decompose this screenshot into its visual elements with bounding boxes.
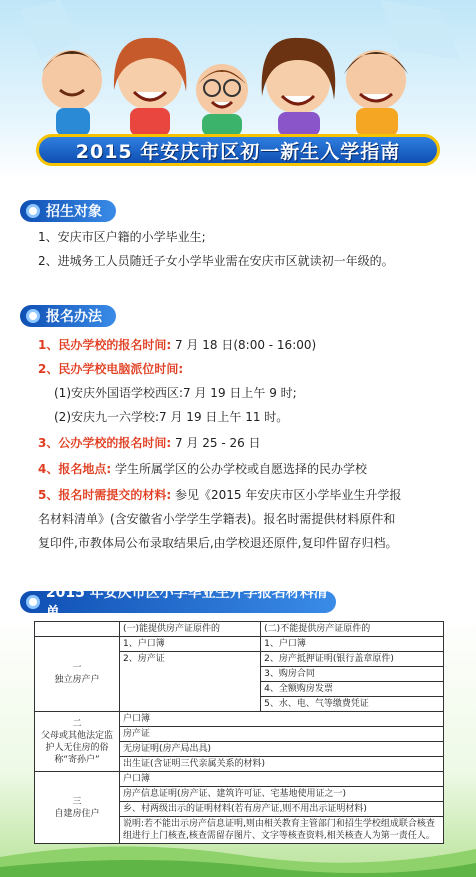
- bullet-icon: [26, 595, 40, 609]
- registration-item-2: 2、民办学校电脑派位时间:: [38, 362, 184, 376]
- table-header-row: [35, 622, 444, 637]
- table-note: 说明:若不能出示房产信息证明,则由相关教育主管部门和招生学校组成联合核查组进行上门核查,核查需留存图片、文字等核查资料,相关核查人为第一责任人。: [120, 817, 444, 844]
- registration-item-5-line-2: 名材料清单》(含安徽省小学学生学籍表)。报名时需提供材料原件和: [38, 512, 396, 526]
- registration-item-5-line-3: 复印件,市教体局公布录取结果后,由学校退还原件,复印件留存归档。: [38, 536, 398, 550]
- column-header-without-certificate: (二)不能提供房产证原件的: [261, 622, 444, 637]
- registration-item-2-sub-1: (1)安庆外国语学校西区:7 月 19 日上午 9 时;: [54, 386, 297, 400]
- page-title: 2015 年安庆市区初一新生入学指南: [75, 140, 401, 163]
- table-row: 4、全额购房发票: [35, 682, 444, 697]
- kid-4: [262, 38, 336, 136]
- kid-5: [344, 50, 408, 136]
- table-row: 二 父母或其他法定监护人无住房的俗称“寄孙户” 户口簿: [35, 712, 444, 727]
- table-corner-cell: [35, 622, 120, 637]
- registration-item-4: 4、报名地点: 学生所属学区的公办学校或自愿选择的民办学校: [38, 462, 367, 476]
- section-heading-materials-list: 2015 年安庆市区小学毕业生升学报名材料清单: [20, 591, 336, 613]
- page-title-banner: [36, 134, 440, 166]
- section-heading-registration: 报名办法: [20, 305, 116, 327]
- table-row: 房产证: [35, 727, 444, 742]
- grass-decoration: [0, 827, 476, 877]
- table-row: 出生证(含证明三代亲属关系的材料): [35, 757, 444, 772]
- table-row: 2、房产证 2、房产抵押证明(银行盖章原件): [35, 652, 444, 667]
- table-row: 无房证明(房产局出具): [35, 742, 444, 757]
- section-heading-enrollment-target: 招生对象: [20, 200, 116, 222]
- target-item-1: 1、安庆市区户籍的小学毕业生;: [38, 230, 206, 244]
- target-item-2: 2、进城务工人员随迁子女小学毕业需在安庆市区就读初一年级的。: [38, 254, 394, 268]
- category-self-built: 三 自建房住户: [35, 772, 120, 844]
- registration-item-5: 5、报名时需提交的材料: 参见《2015 年安庆市区小学毕业生升学报: [38, 488, 402, 502]
- registration-item-2-sub-2: (2)安庆九一六学校:7 月 19 日上午 11 时。: [54, 410, 289, 424]
- table-row: 房产信息证明(房产证、建筑许可证、宅基地使用证之一): [35, 787, 444, 802]
- bullet-icon: [26, 204, 40, 218]
- table-row: 乡、村两级出示的证明材料(若有房产证,则不用出示证明材料): [35, 802, 444, 817]
- registration-item-1: 1、民办学校的报名时间: 7 月 18 日(8:00 - 16:00): [38, 338, 317, 352]
- category-no-housing: 二 父母或其他法定监护人无住房的俗称“寄孙户”: [35, 712, 120, 772]
- category-independent-property: 一 独立房产户: [35, 637, 120, 712]
- table-row: 一 独立房产户 1、户口簿 1、户口簿: [35, 637, 444, 652]
- table-row: 3、购房合同: [35, 667, 444, 682]
- kid-3: [196, 64, 248, 136]
- bullet-icon: [26, 309, 40, 323]
- kid-2: [114, 38, 186, 136]
- table-row: 5、水、电、气等缴费凭证: [35, 697, 444, 712]
- registration-item-3: 3、公办学校的报名时间: 7 月 25 - 26 日: [38, 436, 261, 450]
- kid-1: [42, 50, 102, 136]
- column-header-with-certificate: (一)能提供房产证原件的: [120, 622, 261, 637]
- table-row: 三 自建房住户 户口簿: [35, 772, 444, 787]
- materials-table: [34, 621, 444, 844]
